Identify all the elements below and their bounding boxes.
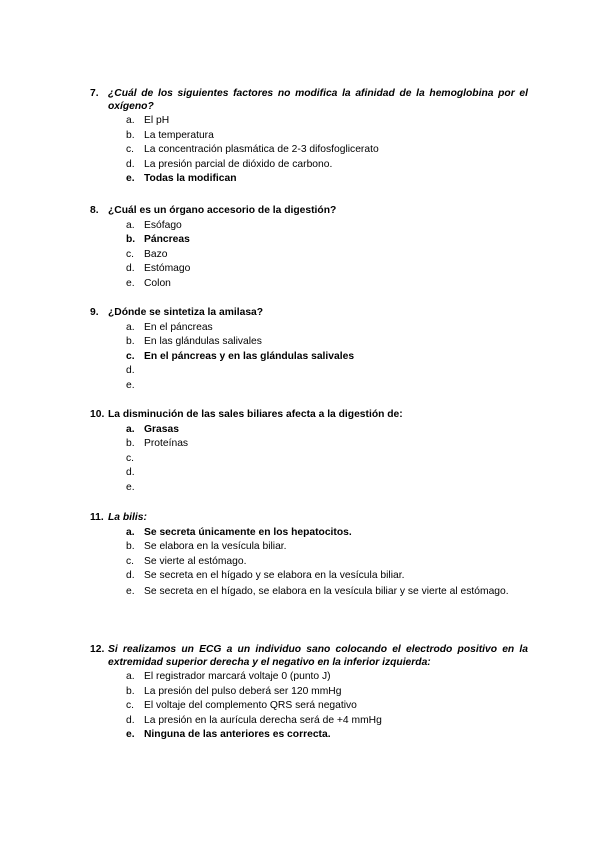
option-letter: d. bbox=[126, 570, 135, 582]
option-d bbox=[90, 158, 528, 173]
option-text: La concentración plasmática de 2-3 difosfoglicerato bbox=[144, 144, 379, 156]
option-letter: b. bbox=[126, 336, 135, 348]
question-header bbox=[90, 512, 528, 525]
question-11 bbox=[90, 512, 528, 598]
option-text: El voltaje del complemento QRS será negativo bbox=[144, 700, 357, 712]
question-header bbox=[90, 88, 528, 113]
option-text: Se elabora en la vesícula biliar. bbox=[144, 541, 287, 553]
option-text: Estómago bbox=[144, 263, 191, 275]
option-a bbox=[90, 321, 528, 336]
option-text: En las glándulas salivales bbox=[144, 336, 262, 348]
option-a bbox=[90, 526, 528, 541]
option-text: Páncreas bbox=[144, 234, 190, 246]
option-letter: d. bbox=[126, 714, 135, 726]
option-text: Se secreta en el hígado y se elabora en la vesícula biliar. bbox=[144, 570, 405, 582]
option-b bbox=[90, 437, 528, 452]
option-letter: c. bbox=[126, 555, 135, 567]
option-c bbox=[90, 143, 528, 158]
option-letter: b. bbox=[126, 129, 135, 141]
option-letter: e. bbox=[126, 729, 135, 741]
option-e bbox=[90, 379, 528, 394]
option-c bbox=[90, 452, 528, 467]
option-letter: d. bbox=[126, 263, 135, 275]
option-b bbox=[90, 233, 528, 248]
option-text bbox=[144, 379, 528, 394]
option-text: La presión parcial de dióxido de carbono. bbox=[144, 158, 333, 170]
option-text: El pH bbox=[144, 115, 170, 126]
option-text bbox=[144, 452, 528, 467]
question-12 bbox=[90, 644, 528, 743]
option-letter: e. bbox=[126, 173, 135, 185]
option-text: Se vierte al estómago. bbox=[144, 555, 247, 567]
option-d bbox=[90, 466, 528, 481]
question-text: La bilis: bbox=[108, 512, 147, 523]
option-text bbox=[144, 466, 528, 481]
question-text: ¿Cuál de los siguientes factores no modifica la afinidad de la hemoglobina por el oxígeno? bbox=[108, 88, 528, 112]
question-header bbox=[90, 307, 528, 320]
question-number: 9. bbox=[90, 307, 99, 318]
question-text: La disminución de las sales biliares afecta a la digestión de: bbox=[108, 409, 403, 420]
question-number: 10. bbox=[90, 409, 105, 420]
option-text: Todas la modifican bbox=[144, 173, 237, 185]
option-d bbox=[90, 569, 528, 584]
option-letter: c. bbox=[126, 452, 135, 464]
option-list bbox=[90, 423, 528, 496]
option-a bbox=[90, 219, 528, 234]
option-b bbox=[90, 685, 528, 700]
option-a bbox=[90, 423, 528, 438]
option-letter: d. bbox=[126, 365, 135, 377]
question-number: 12. bbox=[90, 644, 105, 655]
option-letter: e. bbox=[126, 277, 135, 289]
option-e bbox=[90, 585, 528, 598]
option-letter: a. bbox=[126, 526, 135, 538]
option-list bbox=[90, 321, 528, 394]
question-header bbox=[90, 205, 528, 218]
option-list bbox=[90, 670, 528, 743]
option-text: Proteínas bbox=[144, 438, 189, 450]
option-list bbox=[90, 219, 528, 292]
option-letter: c. bbox=[126, 350, 135, 362]
question-header bbox=[90, 644, 528, 669]
option-c bbox=[90, 699, 528, 714]
option-letter: b. bbox=[126, 234, 136, 246]
option-letter: a. bbox=[126, 423, 135, 435]
option-c bbox=[90, 555, 528, 570]
option-letter: a. bbox=[126, 671, 135, 682]
option-text: Se secreta en el hígado, se elabora en la vesícula biliar y se vierte al estómago. bbox=[144, 585, 509, 597]
option-letter: a. bbox=[126, 115, 135, 126]
option-d bbox=[90, 364, 528, 379]
option-b bbox=[90, 335, 528, 350]
question-number: 7. bbox=[90, 88, 99, 99]
question-text: ¿Dónde se sintetiza la amilasa? bbox=[108, 307, 264, 318]
option-letter: c. bbox=[126, 248, 135, 260]
option-letter: e. bbox=[126, 585, 135, 597]
option-letter: b. bbox=[126, 685, 135, 697]
option-text: En el páncreas y en las glándulas salivales bbox=[144, 350, 355, 362]
option-text: Se secreta únicamente en los hepatocitos. bbox=[144, 526, 352, 538]
option-letter: e. bbox=[126, 481, 135, 493]
option-text: El registrador marcará voltaje 0 (punto J) bbox=[144, 671, 331, 682]
option-text: Esófago bbox=[144, 219, 182, 231]
option-e bbox=[90, 172, 528, 187]
option-text: La presión en la aurícula derecha será de +4 mmHg bbox=[144, 714, 382, 726]
option-e bbox=[90, 728, 528, 743]
option-e bbox=[90, 481, 528, 496]
option-text: Ninguna de las anteriores es correcta. bbox=[144, 729, 331, 741]
option-letter: b. bbox=[126, 541, 135, 553]
option-a bbox=[90, 670, 528, 685]
option-b bbox=[90, 540, 528, 555]
option-d bbox=[90, 714, 528, 729]
option-letter: e. bbox=[126, 379, 135, 391]
question-number: 11. bbox=[90, 512, 104, 523]
option-letter: c. bbox=[126, 700, 135, 712]
option-list bbox=[90, 526, 528, 598]
question-7 bbox=[90, 88, 528, 187]
option-letter: b. bbox=[126, 438, 135, 450]
option-text: En el páncreas bbox=[144, 321, 213, 333]
question-text: Si realizamos un ECG a un individuo sano colocando el electrodo positivo en la extremidad superior derecha y el negativo en la inferior izquierda: bbox=[108, 644, 528, 668]
option-letter: d. bbox=[126, 158, 135, 170]
option-c bbox=[90, 350, 528, 365]
option-text: La presión del pulso deberá ser 120 mmHg bbox=[144, 685, 342, 697]
option-text: Colon bbox=[144, 277, 171, 289]
option-c bbox=[90, 248, 528, 263]
option-letter: c. bbox=[126, 144, 135, 156]
question-text: ¿Cuál es un órgano accesorio de la digestión? bbox=[108, 205, 337, 216]
option-d bbox=[90, 262, 528, 277]
option-letter: a. bbox=[126, 219, 135, 231]
option-letter: a. bbox=[126, 321, 135, 333]
question-9 bbox=[90, 307, 528, 393]
option-text bbox=[144, 481, 528, 496]
question-10 bbox=[90, 409, 528, 495]
option-letter: d. bbox=[126, 467, 135, 479]
question-number: 8. bbox=[90, 205, 99, 216]
option-list bbox=[90, 114, 528, 187]
option-a bbox=[90, 114, 528, 129]
option-text: Bazo bbox=[144, 248, 168, 260]
option-e bbox=[90, 277, 528, 292]
option-text: La temperatura bbox=[144, 129, 214, 141]
option-text: Grasas bbox=[144, 423, 179, 435]
option-text bbox=[144, 364, 528, 379]
question-header bbox=[90, 409, 528, 422]
question-8 bbox=[90, 205, 528, 291]
option-b bbox=[90, 129, 528, 144]
